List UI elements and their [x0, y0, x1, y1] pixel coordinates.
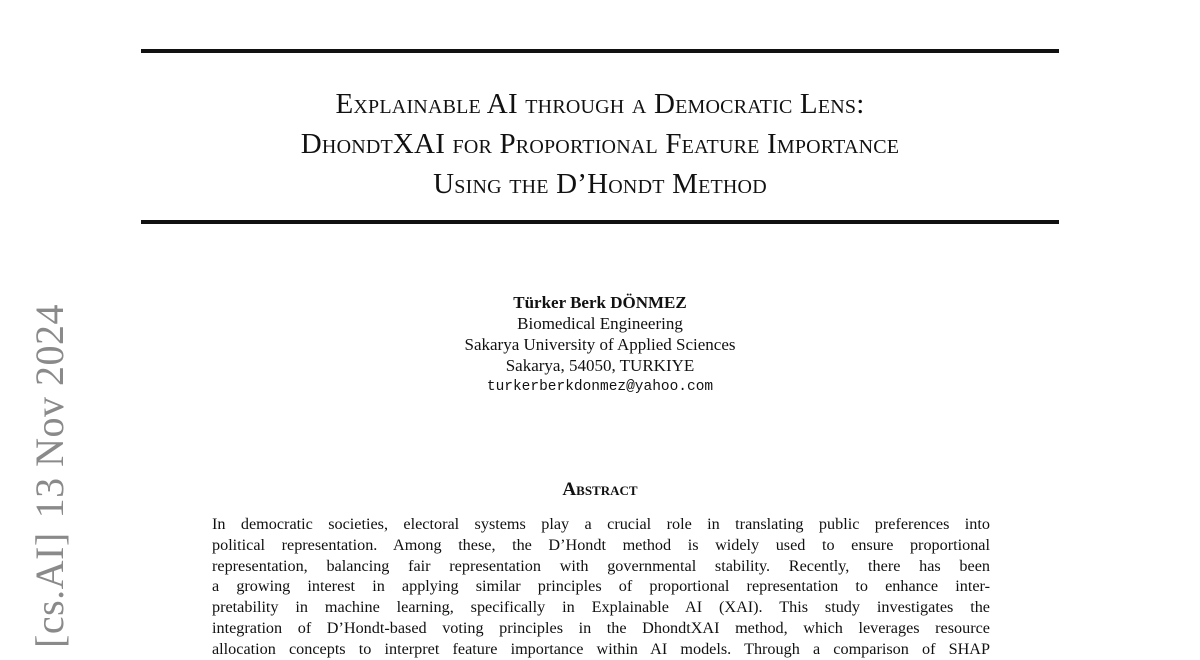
- author-name: Türker Berk DÖNMEZ: [513, 293, 687, 312]
- abstract-line: representation, balancing fair representation with governmental stability. Recently, there has been: [212, 556, 990, 575]
- author-location: Sakarya, 54050, TURKIYE: [505, 356, 695, 375]
- abstract-body: [212, 514, 990, 660]
- title-top-rule: [141, 49, 1059, 53]
- abstract-line: political representation. Among these, the D’Hondt method is widely used to ensure proportional: [212, 535, 990, 554]
- arxiv-date: 13 Nov 2024: [27, 303, 72, 519]
- abstract-line: pretability in machine learning, specifically in Explainable AI (XAI). This study investigates the: [212, 598, 990, 617]
- title-line-1: Explainable AI through a Democratic Lens:: [335, 88, 865, 120]
- arxiv-stamp: [26, 228, 74, 648]
- paper-title: [141, 84, 1059, 204]
- arxiv-category: [cs.AI]: [27, 532, 72, 648]
- abstract-line: a growing interest in applying similar principles of proportional representation to enhance inter-: [212, 577, 990, 596]
- title-line-2: DhondtXAI for Proportional Feature Importance: [300, 128, 900, 160]
- author-block: [300, 292, 900, 398]
- author-institution: Sakarya University of Applied Sciences: [464, 335, 736, 354]
- author-department: Biomedical Engineering: [517, 314, 683, 333]
- abstract-line: In democratic societies, electoral systems play a crucial role in translating public preferences into: [212, 515, 990, 533]
- title-bottom-rule: [141, 220, 1059, 224]
- abstract-line: integration of D’Hondt-based voting principles in the DhondtXAI method, which leverages resource: [212, 618, 990, 637]
- abstract-line: allocation concepts to interpret feature importance within AI models. Through a comparison of SHAP: [212, 639, 990, 658]
- title-line-3: Using the D’Hondt Method: [433, 168, 767, 200]
- author-email[interactable]: turkerberkdonmez@yahoo.com: [486, 379, 714, 395]
- abstract-heading: Abstract: [562, 479, 638, 500]
